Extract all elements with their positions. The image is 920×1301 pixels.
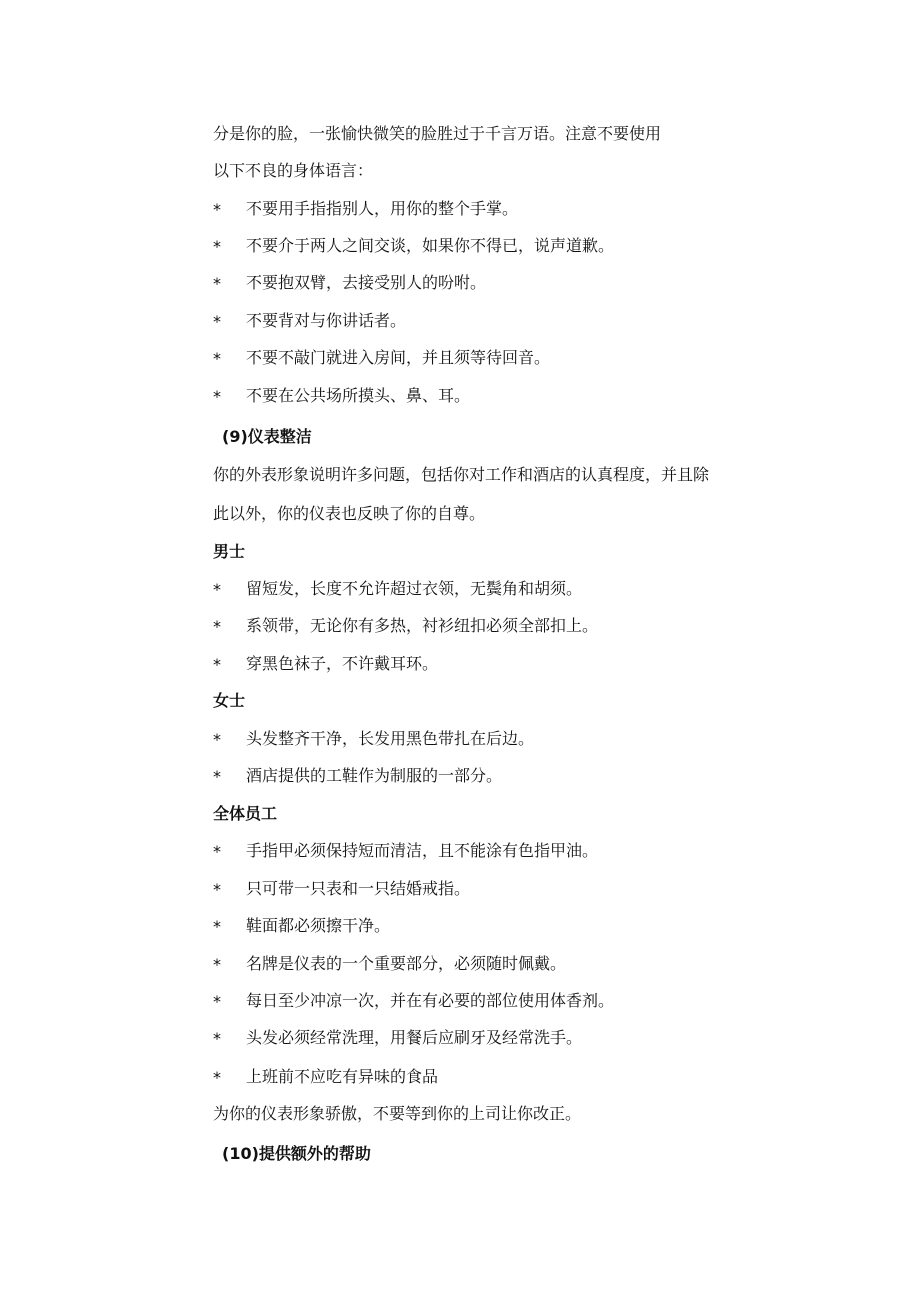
- list-item: 穿黑色袜子，不许戴耳环。: [246, 654, 439, 673]
- list-item: 系领带，无论你有多热，衬衫纽扣必须全部扣上。: [246, 616, 599, 635]
- bullet-icon: *: [213, 617, 221, 636]
- bullet-icon: *: [213, 767, 221, 786]
- list-item: 不要背对与你讲话者。: [246, 311, 407, 330]
- list-item: 不要用手指指别人，用你的整个手掌。: [246, 199, 519, 218]
- intro-line-1: 分是你的脸，一张愉快微笑的脸胜过于千言万语。注意不要使用: [213, 124, 662, 143]
- bullet-icon: *: [213, 200, 221, 219]
- list-item: 酒店提供的工鞋作为制服的一部分。: [246, 766, 503, 785]
- bullet-icon: *: [213, 880, 221, 899]
- list-item: 头发整齐干净，长发用黑色带扎在后边。: [246, 729, 535, 748]
- bullet-icon: *: [213, 1068, 221, 1087]
- bullet-icon: *: [213, 955, 221, 974]
- section-9-para-line-1: 你的外表形象说明许多问题，包括你对工作和酒店的认真程度，并且除: [213, 465, 710, 484]
- list-item: 名牌是仪表的一个重要部分，必须随时佩戴。: [246, 954, 567, 973]
- list-item: 每日至少冲凉一次，并在有必要的部位使用体香剂。: [246, 991, 615, 1010]
- list-item: 留短发，长度不允许超过衣领，无鬓角和胡须。: [246, 579, 583, 598]
- bullet-icon: *: [213, 992, 221, 1011]
- bullet-icon: *: [213, 387, 221, 406]
- list-item: 不要抱双臂，去接受别人的吩咐。: [246, 273, 487, 292]
- bullet-icon: *: [213, 917, 221, 936]
- bullet-icon: *: [213, 655, 221, 674]
- bullet-icon: *: [213, 274, 221, 293]
- list-item: 不要在公共场所摸头、鼻、耳。: [246, 386, 471, 405]
- bullet-icon: *: [213, 237, 221, 256]
- closing-sentence: 为你的仪表形象骄傲，不要等到你的上司让你改正。: [213, 1104, 582, 1123]
- section-10-title: (10)提供额外的帮助: [222, 1144, 371, 1163]
- bullet-icon: *: [213, 842, 221, 861]
- bullet-icon: *: [213, 349, 221, 368]
- list-item: 手指甲必须保持短而清洁，且不能涂有色指甲油。: [246, 841, 599, 860]
- men-heading: 男士: [213, 542, 246, 561]
- intro-line-2: 以下不良的身体语言：: [213, 161, 374, 180]
- list-item: 不要不敲门就进入房间，并且须等待回音。: [246, 348, 551, 367]
- bullet-icon: *: [213, 580, 221, 599]
- bullet-icon: *: [213, 1029, 221, 1048]
- section-9-para-line-2: 此以外，你的仪表也反映了你的自尊。: [213, 504, 486, 523]
- women-heading: 女士: [213, 691, 246, 710]
- list-item: 鞋面都必须擦干净。: [246, 916, 391, 935]
- list-item: 只可带一只表和一只结婚戒指。: [246, 879, 471, 898]
- section-9-title: (9)仪表整洁: [222, 427, 312, 446]
- list-item: 头发必须经常洗理，用餐后应刷牙及经常洗手。: [246, 1028, 583, 1047]
- bullet-icon: *: [213, 312, 221, 331]
- bullet-icon: *: [213, 730, 221, 749]
- list-item: 上班前不应吃有异味的食品: [246, 1067, 439, 1086]
- all-staff-heading: 全体员工: [213, 804, 278, 823]
- list-item: 不要介于两人之间交谈，如果你不得已，说声道歉。: [246, 236, 615, 255]
